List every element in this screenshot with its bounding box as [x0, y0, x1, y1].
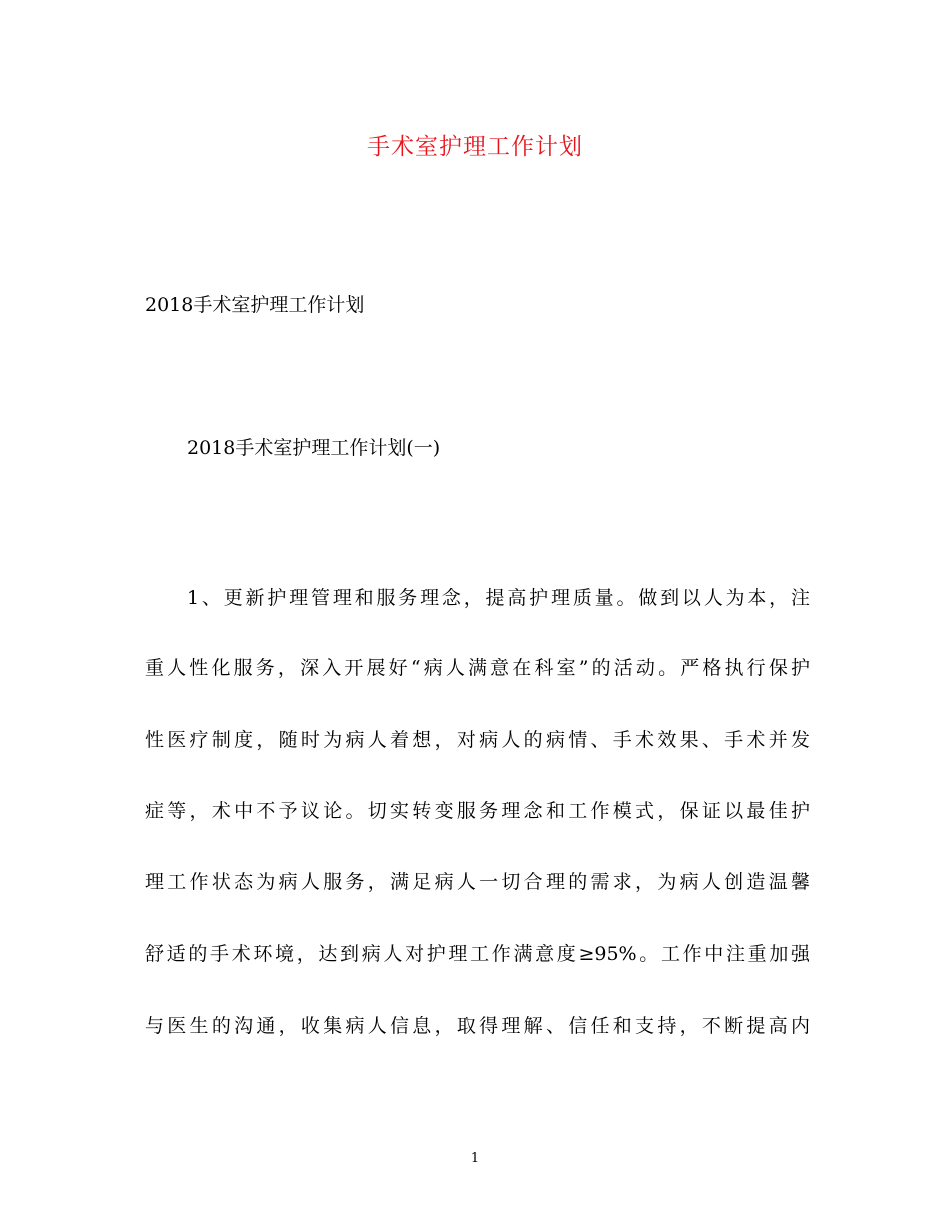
page-number: 1: [470, 1151, 480, 1166]
paragraph-line: 1、更新护理管理和服务理念，提高护理质量。做到以人为本，注: [187, 587, 810, 609]
paragraph-line: 性医疗制度，随时为病人着想，对病人的病情、手术效果、手术并发: [145, 729, 810, 751]
paragraph-line: 理工作状态为病人服务，满足病人一切合理的需求，为病人创造温馨: [145, 871, 810, 893]
paragraph-line: 与医生的沟通，收集病人信息，取得理解、信任和支持，不断提高内: [145, 1015, 810, 1037]
paragraph-line: 重人性化服务，深入开展好“病人满意在科室”的活动。严格执行保护: [145, 657, 810, 679]
document-title: 手术室护理工作计划: [367, 134, 583, 160]
paragraph-line: 舒适的手术环境，达到病人对护理工作满意度≥95%。工作中注重加强: [145, 943, 810, 965]
paragraph-line: 症等，术中不予议论。切实转变服务理念和工作模式，保证以最佳护: [145, 800, 810, 822]
document-subtitle: 2018手术室护理工作计划: [145, 294, 365, 316]
section-heading: 2018手术室护理工作计划(一): [187, 437, 441, 459]
